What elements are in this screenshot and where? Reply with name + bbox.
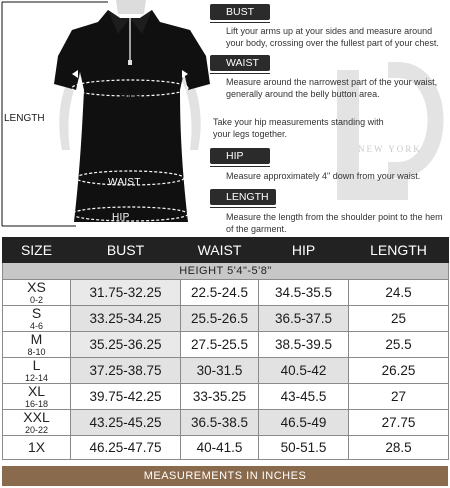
hip-title: HIP — [210, 148, 270, 164]
watermark-text: NEW YORK — [358, 144, 422, 154]
bust-title: BUST — [210, 4, 270, 20]
size-cell — [3, 410, 71, 436]
hip-intro: Take your hip measurements standing with your legs together. — [213, 117, 384, 139]
table-row — [3, 410, 449, 436]
size-cell — [3, 306, 71, 332]
length-description: Measure the length from the shoulder point to the hem of the garment. — [226, 212, 443, 234]
table-row — [3, 358, 449, 384]
bust-cell: 35.25-36.25 — [71, 332, 181, 358]
waist-cell: 22.5-24.5 — [181, 280, 259, 306]
height-note: HEIGHT 5'4"-5'8" — [3, 263, 449, 280]
size-name: 1X — [27, 439, 46, 455]
table-row — [3, 280, 449, 306]
waist-description: Measure around the narrowest part of the your waist, generally around the belly button area. — [226, 77, 438, 99]
size-table — [2, 237, 449, 460]
length-cell: 25 — [349, 306, 449, 332]
table-row — [3, 332, 449, 358]
hip-cell: 43-45.5 — [259, 384, 349, 410]
hip-cell: 34.5-35.5 — [259, 280, 349, 306]
size-cell — [3, 436, 71, 460]
length-cell: 26.25 — [349, 358, 449, 384]
waist-label: WAIST — [108, 177, 141, 188]
bust-cell: 31.75-32.25 — [71, 280, 181, 306]
size-name: XXL — [23, 409, 50, 425]
size-cell — [3, 332, 71, 358]
header-bust: BUST — [71, 238, 181, 263]
size-name: M — [30, 331, 43, 347]
header-hip: HIP — [259, 238, 349, 263]
size-name: XS — [27, 279, 46, 295]
table-row — [3, 436, 449, 460]
bust-cell: 37.25-38.75 — [71, 358, 181, 384]
waist-cell: 25.5-26.5 — [181, 306, 259, 332]
size-range: 12-14 — [24, 373, 49, 383]
size-range: 16-18 — [24, 399, 49, 409]
hip-cell: 50-51.5 — [259, 436, 349, 460]
bust-cell: 33.25-34.25 — [71, 306, 181, 332]
length-cell: 27.75 — [349, 410, 449, 436]
waist-title: WAIST — [210, 55, 270, 71]
size-range: 20-22 — [24, 425, 49, 435]
size-range: 0-2 — [29, 295, 43, 305]
waist-cell: 36.5-38.5 — [181, 410, 259, 436]
size-range: 4-6 — [29, 321, 43, 331]
table-row — [3, 306, 449, 332]
bust-cell: 39.75-42.25 — [71, 384, 181, 410]
measurement-unit-note: MEASUREMENTS IN INCHES — [2, 466, 448, 486]
length-label: LENGTH — [4, 113, 45, 124]
height-row — [3, 263, 449, 280]
size-name: S — [31, 305, 42, 321]
size-cell — [3, 384, 71, 410]
measurement-guide — [0, 0, 450, 236]
size-chart — [2, 237, 448, 460]
length-cell: 25.5 — [349, 332, 449, 358]
hip-cell: 38.5-39.5 — [259, 332, 349, 358]
length-title: LENGTH — [210, 189, 276, 205]
bust-cell: 43.25-45.25 — [71, 410, 181, 436]
size-cell — [3, 358, 71, 384]
hip-cell: 46.5-49 — [259, 410, 349, 436]
waist-cell: 27.5-25.5 — [181, 332, 259, 358]
size-name: XL — [27, 383, 46, 399]
waist-cell: 40-41.5 — [181, 436, 259, 460]
bust-label: BUST — [120, 92, 148, 103]
hip-cell: 36.5-37.5 — [259, 306, 349, 332]
table-row — [3, 384, 449, 410]
length-cell: 28.5 — [349, 436, 449, 460]
hip-cell: 40.5-42 — [259, 358, 349, 384]
bust-cell: 46.25-47.75 — [71, 436, 181, 460]
size-name: L — [32, 357, 41, 373]
hip-description: Measure approximately 4" down from your waist. — [226, 171, 421, 181]
waist-cell: 33-35.25 — [181, 384, 259, 410]
table-header-row — [3, 238, 449, 263]
header-size: SIZE — [3, 238, 71, 263]
length-cell: 24.5 — [349, 280, 449, 306]
hip-label: HIP — [112, 212, 130, 223]
bust-description: Lift your arms up at your sides and measure around your body, crossing over the fullest part of your chest. — [226, 26, 439, 48]
length-cell: 27 — [349, 384, 449, 410]
header-length: LENGTH — [349, 238, 449, 263]
size-range: 8-10 — [27, 347, 46, 357]
waist-cell: 30-31.5 — [181, 358, 259, 384]
header-waist: WAIST — [181, 238, 259, 263]
size-cell — [3, 280, 71, 306]
